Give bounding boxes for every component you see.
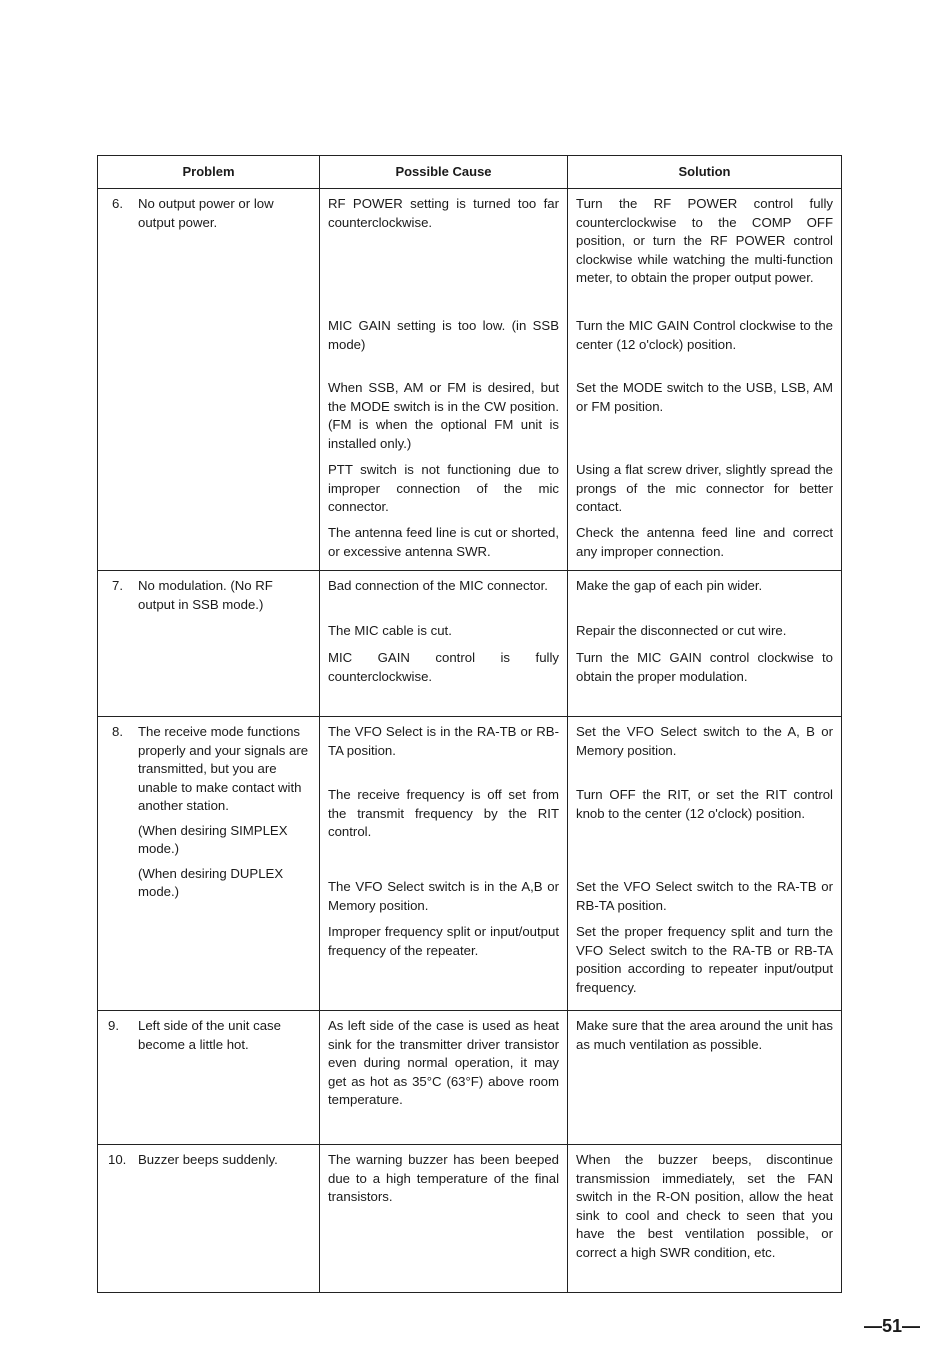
cause-cell — [320, 189, 568, 571]
solution-cell — [568, 1145, 842, 1293]
table-row — [98, 189, 842, 571]
cause-item: The receive frequency is off set from the transmit frequency by the RIT control. — [328, 787, 559, 839]
cause-item: The MIC cable is cut. — [328, 623, 452, 638]
cause-item: PTT switch is not functioning due to improper connection of the mic connector. — [328, 462, 559, 514]
solution-item: Turn the MIC GAIN control clockwise to obtain the proper modulation. — [576, 650, 833, 684]
cause-cell — [320, 717, 568, 1011]
header-possible-cause: Possible Cause — [320, 156, 568, 189]
solution-item: Turn the RF POWER control fully counterclockwise to the COMP OFF position, or turn the RF POWER control clockwise while watching the multi-function meter, to obtain the proper output power. — [576, 196, 833, 285]
page-number: —51— — [863, 1316, 920, 1336]
cause-item: The VFO Select is in the RA-TB or RB-TA position. — [328, 724, 559, 758]
troubleshooting-table — [97, 155, 842, 1293]
table-row — [98, 1011, 842, 1145]
cause-item: Improper frequency split or input/output frequency of the repeater. — [328, 924, 559, 958]
problem-number: 9. — [108, 1018, 119, 1033]
solution-item: Check the antenna feed line and correct any improper connection. — [576, 525, 833, 559]
problem-description: Left side of the unit case become a little hot. — [138, 1018, 281, 1052]
cause-item: MIC GAIN setting is too low. (in SSB mode) — [328, 318, 559, 352]
problem-description: No modulation. (No RF output in SSB mode.) — [138, 578, 273, 612]
problem-note-duplex: (When desiring DUPLEX mode.) — [138, 865, 284, 899]
problem-cell — [98, 1011, 320, 1145]
header-row — [98, 156, 842, 189]
problem-text-8 — [108, 723, 311, 816]
table-row — [98, 717, 842, 1011]
cause-item: The warning buzzer has been beeped due to a high temperature of the final transistors. — [328, 1152, 559, 1204]
problem-description: The receive mode functions properly and your signals are transmitted, but you are unable to make contact with another station. — [138, 724, 309, 813]
problem-cell — [98, 571, 320, 717]
problem-note-simplex: (When desiring SIMPLEX mode.) — [138, 822, 288, 856]
cause-cell — [320, 1011, 568, 1145]
solution-item: Repair the disconnected or cut wire. — [576, 623, 787, 638]
solution-cell — [568, 189, 842, 571]
cause-cell — [320, 1145, 568, 1293]
cause-item: The VFO Select switch is in the A,B or Memory position. — [328, 879, 559, 913]
table-row — [98, 571, 842, 717]
solution-item: Make the gap of each pin wider. — [576, 578, 763, 593]
cause-item: MIC GAIN control is fully counterclockwise. — [328, 650, 559, 684]
problem-description: Buzzer beeps suddenly. — [138, 1152, 278, 1167]
problem-text-9 — [108, 1017, 311, 1054]
solution-cell — [568, 717, 842, 1011]
problem-cell — [98, 1145, 320, 1293]
solution-item: Set the MODE switch to the USB, LSB, AM or FM position. — [576, 380, 833, 414]
solution-cell — [568, 571, 842, 717]
problem-number: 10. — [108, 1152, 127, 1167]
header-problem: Problem — [98, 156, 320, 189]
problem-number: 8. — [112, 724, 123, 739]
problem-cell — [98, 189, 320, 571]
cause-cell — [320, 571, 568, 717]
cause-item: Bad connection of the MIC connector. — [328, 578, 548, 593]
cause-item: When SSB, AM or FM is desired, but the MODE switch is in the CW position. (FM is when the optional FM unit is installed only.) — [328, 380, 559, 451]
problem-cell — [98, 717, 320, 1011]
table-row — [98, 1145, 842, 1293]
solution-item: Turn the MIC GAIN Control clockwise to the center (12 o'clock) position. — [576, 318, 833, 352]
solution-item: Using a flat screw driver, slightly spread the prongs of the mic connector for better contact. — [576, 462, 833, 514]
solution-item: Turn OFF the RIT, or set the RIT control knob to the center (12 o'clock) position. — [576, 787, 833, 821]
solution-item: Set the VFO Select switch to the RA-TB or RB-TA position. — [576, 879, 833, 913]
problem-text-6 — [108, 195, 311, 232]
cause-item: RF POWER setting is turned too far counterclockwise. — [328, 196, 559, 230]
problem-number: 7. — [112, 578, 123, 593]
problem-number: 6. — [112, 196, 123, 211]
problem-text-7 — [108, 577, 311, 614]
cause-item: The antenna feed line is cut or shorted, or excessive antenna SWR. — [328, 525, 559, 559]
solution-item: When the buzzer beeps, discontinue transmission immediately, set the FAN switch in the R-ON position, allow the heat sink to cool and check to seen that you have the best ventilation possible, or correct a high SWR condition, etc. — [576, 1152, 833, 1260]
solution-item: Set the VFO Select switch to the A, B or Memory position. — [576, 724, 833, 758]
solution-item: Set the proper frequency split and turn the VFO Select switch to the RA-TB or RB-TA position according to repeater input/output frequency. — [576, 924, 833, 995]
cause-item: As left side of the case is used as heat sink for the transmitter driver transistor even during normal operation, it may get as hot as 35°C (63°F) above room temperature. — [328, 1018, 559, 1107]
problem-description: No output power or low output power. — [138, 196, 274, 230]
solution-cell — [568, 1011, 842, 1145]
header-solution: Solution — [568, 156, 842, 189]
solution-item: Make sure that the area around the unit has as much ventilation as possible. — [576, 1018, 833, 1052]
problem-text-10 — [108, 1151, 311, 1170]
